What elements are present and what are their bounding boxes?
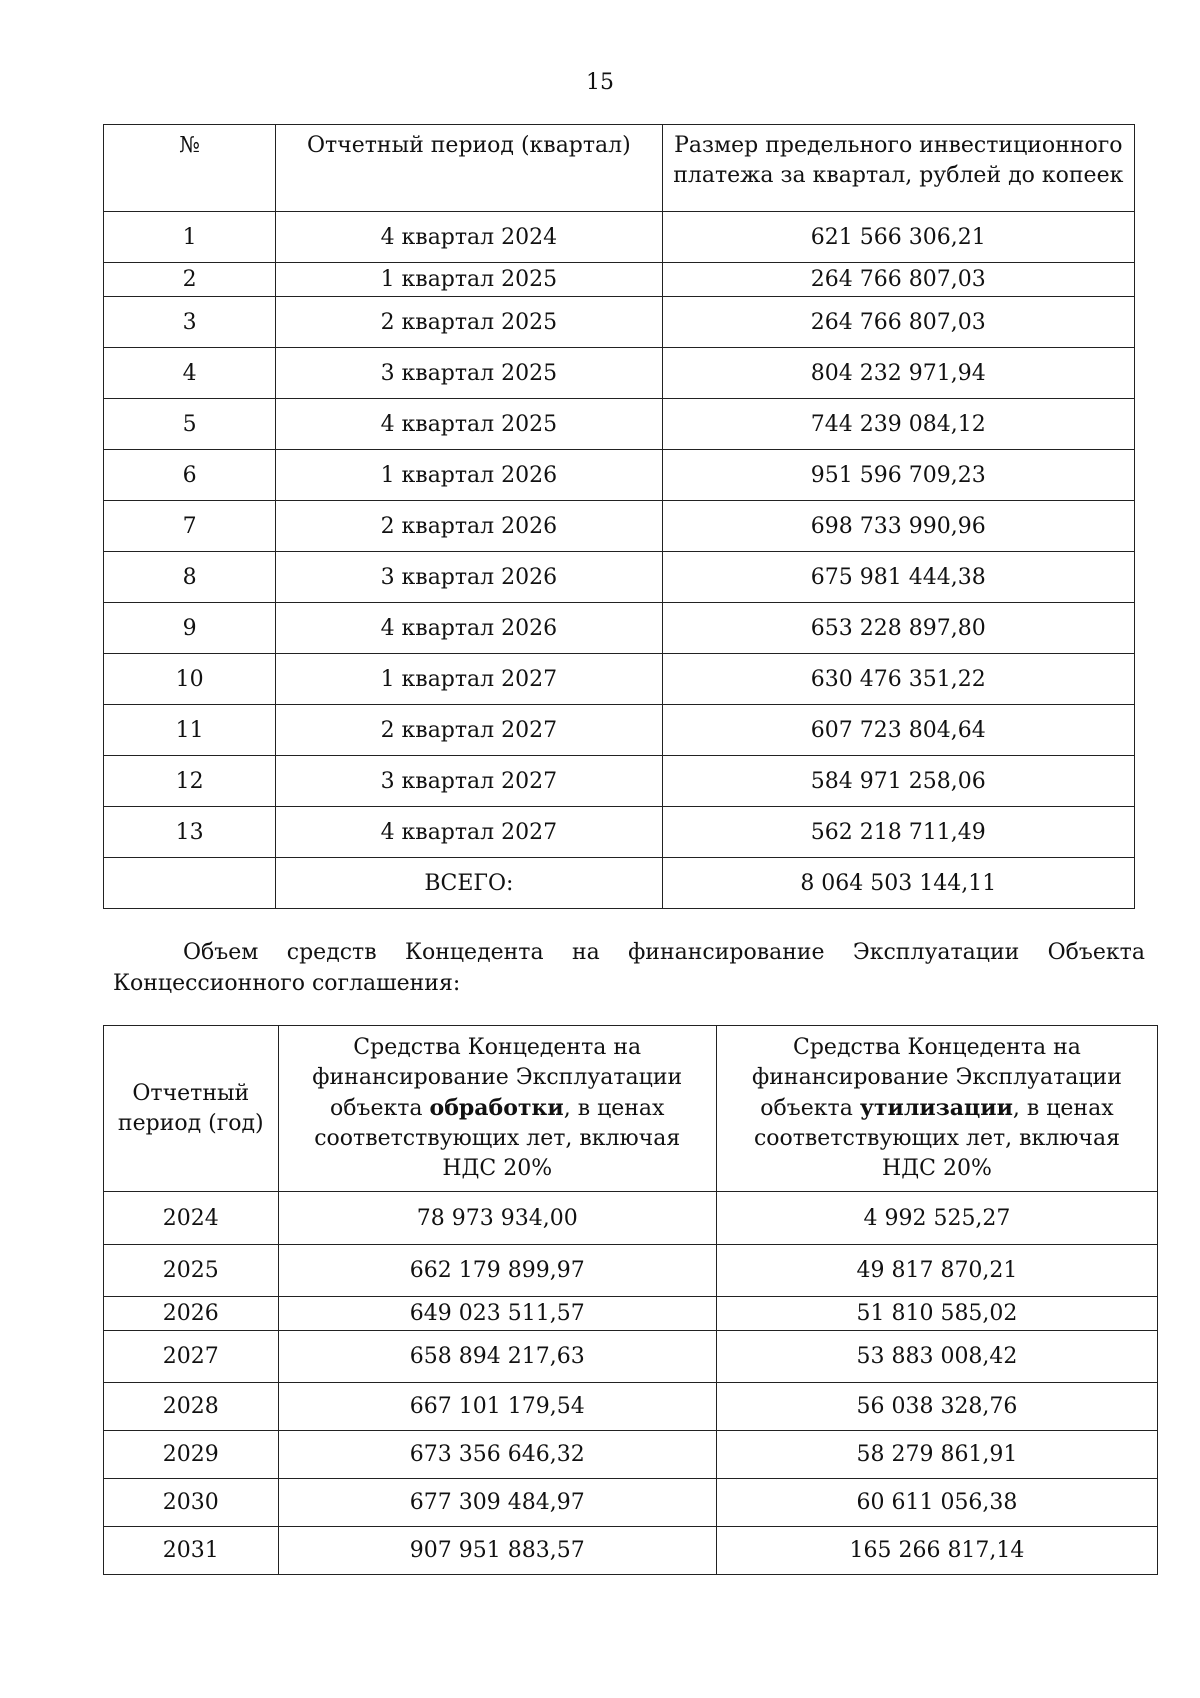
intro-word: на (571, 940, 600, 965)
row-number: 11 (104, 705, 276, 756)
row-processing: 78 973 934,00 (278, 1192, 716, 1245)
row-number: 7 (104, 501, 276, 552)
row-period: 1 квартал 2026 (276, 450, 662, 501)
row-period: 2 квартал 2027 (276, 705, 662, 756)
header-text: , в ценах соответствующих лет, включая НДС 20% (314, 1096, 681, 1181)
row-amount: 621 566 306,21 (662, 212, 1134, 263)
intro-word: финансирование (628, 940, 825, 965)
row-year: 2028 (104, 1383, 279, 1431)
row-amount: 653 228 897,80 (662, 603, 1134, 654)
row-utilization: 53 883 008,42 (716, 1331, 1157, 1383)
table-row (104, 212, 1135, 263)
total-label: ВСЕГО: (276, 858, 662, 909)
row-amount: 804 232 971,94 (662, 348, 1134, 399)
table-row (104, 399, 1135, 450)
row-number: 6 (104, 450, 276, 501)
row-period: 4 квартал 2024 (276, 212, 662, 263)
row-utilization: 165 266 817,14 (716, 1527, 1157, 1575)
table-row (104, 1331, 1158, 1383)
table-row (104, 603, 1135, 654)
row-processing: 662 179 899,97 (278, 1245, 716, 1297)
row-number: 8 (104, 552, 276, 603)
row-number: 4 (104, 348, 276, 399)
row-utilization: 4 992 525,27 (716, 1192, 1157, 1245)
row-amount: 744 239 084,12 (662, 399, 1134, 450)
column-header-number: № (104, 125, 276, 212)
table-row (104, 1431, 1158, 1479)
total-amount: 8 064 503 144,11 (662, 858, 1134, 909)
row-number: 3 (104, 297, 276, 348)
table-header-row (104, 125, 1135, 212)
table-row (104, 263, 1135, 297)
concedent-funding-table (103, 1025, 1158, 1575)
row-amount: 562 218 711,49 (662, 807, 1134, 858)
row-year: 2030 (104, 1479, 279, 1527)
row-utilization: 51 810 585,02 (716, 1297, 1157, 1331)
row-processing: 673 356 646,32 (278, 1431, 716, 1479)
row-period: 4 квартал 2026 (276, 603, 662, 654)
table-row (104, 705, 1135, 756)
intro-line-2: Концессионного соглашения: (113, 971, 461, 996)
row-amount: 584 971 258,06 (662, 756, 1134, 807)
table-header-row (104, 1026, 1158, 1192)
header-text: Средства Концедента на финансирование Эксплуатации объекта (312, 1035, 683, 1121)
row-utilization: 49 817 870,21 (716, 1245, 1157, 1297)
column-header-utilization (716, 1026, 1157, 1192)
row-amount: 675 981 444,38 (662, 552, 1134, 603)
row-utilization: 56 038 328,76 (716, 1383, 1157, 1431)
row-amount: 607 723 804,64 (662, 705, 1134, 756)
row-period: 4 квартал 2027 (276, 807, 662, 858)
intro-line-1 (113, 937, 1145, 968)
row-amount: 698 733 990,96 (662, 501, 1134, 552)
table-row (104, 450, 1135, 501)
row-processing: 649 023 511,57 (278, 1297, 716, 1331)
row-number: 10 (104, 654, 276, 705)
investment-payments-table (103, 124, 1135, 909)
table-row (104, 807, 1135, 858)
row-period: 1 квартал 2025 (276, 263, 662, 297)
table-row (104, 756, 1135, 807)
total-empty-cell (104, 858, 276, 909)
row-period: 3 квартал 2025 (276, 348, 662, 399)
header-text: , в ценах соответствующих лет, включая НДС 20% (753, 1096, 1120, 1181)
row-number: 9 (104, 603, 276, 654)
row-number: 13 (104, 807, 276, 858)
row-number: 2 (104, 263, 276, 297)
intro-word: Эксплуатации (852, 940, 1020, 965)
table-row (104, 348, 1135, 399)
row-processing: 658 894 217,63 (278, 1331, 716, 1383)
row-utilization: 58 279 861,91 (716, 1431, 1157, 1479)
row-utilization: 60 611 056,38 (716, 1479, 1157, 1527)
column-header-amount: Размер предельного инвестиционного платежа за квартал, рублей до копеек (662, 125, 1134, 212)
row-number: 12 (104, 756, 276, 807)
table-row (104, 501, 1135, 552)
row-processing: 677 309 484,97 (278, 1479, 716, 1527)
header-bold-processing: обработки (429, 1095, 564, 1121)
row-period: 1 квартал 2027 (276, 654, 662, 705)
table-row (104, 654, 1135, 705)
row-amount: 264 766 807,03 (662, 263, 1134, 297)
table-row (104, 1297, 1158, 1331)
column-header-period: Отчетный период (квартал) (276, 125, 662, 212)
row-period: 2 квартал 2026 (276, 501, 662, 552)
header-bold-utilization: утилизации (859, 1095, 1013, 1121)
row-period: 3 квартал 2026 (276, 552, 662, 603)
table-row (104, 1383, 1158, 1431)
table-row (104, 1479, 1158, 1527)
intro-paragraph (113, 937, 1145, 999)
row-year: 2025 (104, 1245, 279, 1297)
row-processing: 907 951 883,57 (278, 1527, 716, 1575)
table-row (104, 1245, 1158, 1297)
row-year: 2029 (104, 1431, 279, 1479)
row-number: 1 (104, 212, 276, 263)
row-year: 2031 (104, 1527, 279, 1575)
column-header-year: Отчетный период (год) (104, 1026, 279, 1192)
table-row (104, 297, 1135, 348)
intro-word: Объем (183, 940, 259, 965)
table-row (104, 1192, 1158, 1245)
row-year: 2024 (104, 1192, 279, 1245)
intro-word: Концедента (404, 940, 544, 965)
table-row (104, 552, 1135, 603)
row-number: 5 (104, 399, 276, 450)
row-period: 2 квартал 2025 (276, 297, 662, 348)
row-period: 4 квартал 2025 (276, 399, 662, 450)
intro-word: средств (286, 940, 377, 965)
page-number: 15 (586, 70, 614, 95)
row-period: 3 квартал 2027 (276, 756, 662, 807)
row-year: 2026 (104, 1297, 279, 1331)
row-amount: 951 596 709,23 (662, 450, 1134, 501)
row-amount: 264 766 807,03 (662, 297, 1134, 348)
column-header-processing (278, 1026, 716, 1192)
header-text: Средства Концедента на финансирование Эксплуатации объекта (752, 1035, 1122, 1121)
row-year: 2027 (104, 1331, 279, 1383)
row-amount: 630 476 351,22 (662, 654, 1134, 705)
intro-word: Объекта (1047, 940, 1145, 965)
total-row (104, 858, 1135, 909)
table-row (104, 1527, 1158, 1575)
row-processing: 667 101 179,54 (278, 1383, 716, 1431)
